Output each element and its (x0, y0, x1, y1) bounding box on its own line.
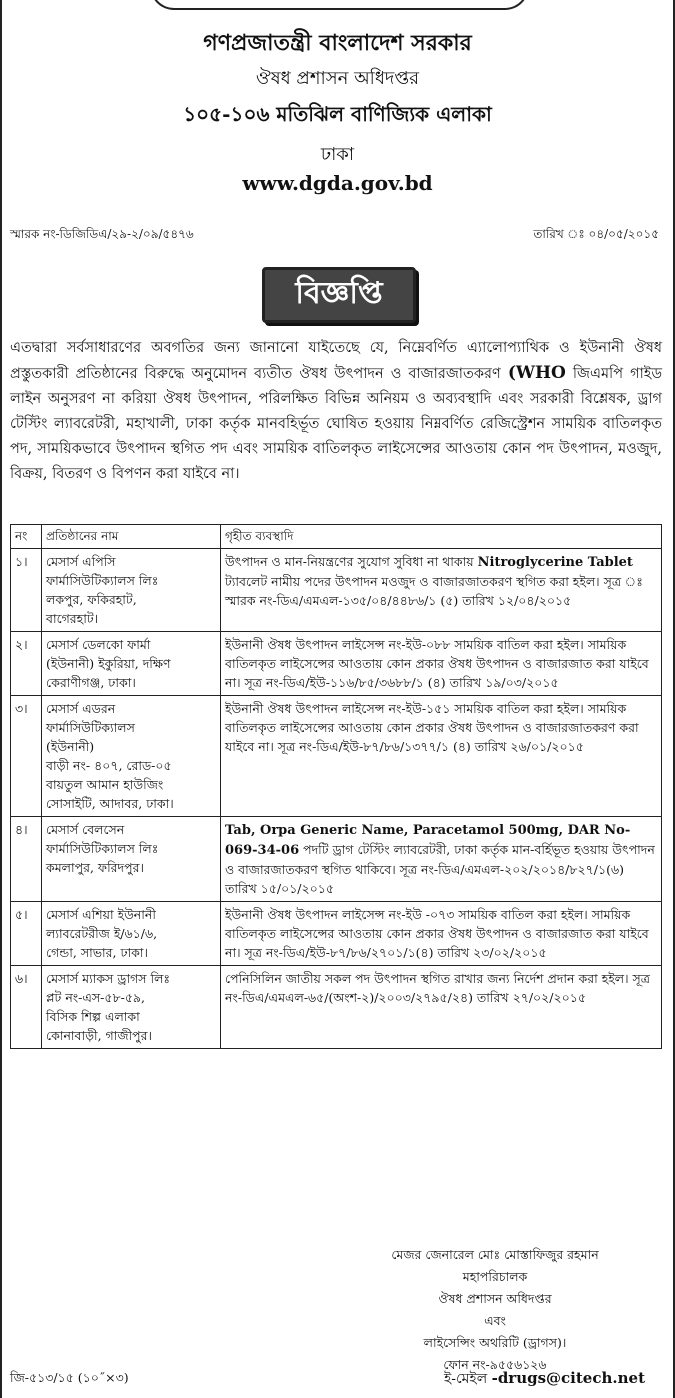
intro-part-a: এতদ্বারা সর্বসাধারণের অবগতির জন্য জানানো যাইতেছে যে, নিম্নেবর্ণিত এ্যালোপ্যাথিক ও ইউনানী ঔষধ প্রস্তুতকারী প্রতিষ্ঠানের বিরুদ্ধে অনুমোদন ব্যতীত ঔষধ উৎপাদন ও বাজারজাতকরণ (10, 340, 662, 382)
action-post: ইউনানী ঔষধ উৎপাদন লাইসেন্স নং-ইউ-১৫১ সাময়িক বাতিল করা হইল। সাময়িক বাতিলকৃত লাইসেন্সের আওতায় কোন প্রকার ঔষধ উৎপাদন ও বাজারজাতকরণ করা যাইবে না। সূত্র নং-ডিএ/ইউ-৮৭/৮৬/১৩৭৭/১ (৪) তারিখ ২৬/০১/২০১৫ (225, 701, 639, 754)
signatory-phone: ফোন নং-৯৫৫৬১২৬ (443, 1357, 547, 1372)
action-post: পদটি ড্রাগ টেস্টিং ল্যাবরেটরী, ঢাকা কর্তৃক মান-বর্হিভূত হওয়ায় উৎপাদন ও বাজারজাতকরণ স্থগিত থাকিবে। সূত্র নং-ডিএ/এমএল-২০২/২০১৪/৮২৭/১(৬) তারিখ ১৫/০১/২০১৫ (225, 842, 655, 896)
email-label: ই-মেইল (443, 1371, 492, 1387)
signatory-authority: লাইসেন্সিং অথরিটি (ড্রাগস)। (423, 1335, 567, 1350)
table-row (11, 696, 662, 817)
website-link[interactable]: www.dgda.gov.bd (242, 171, 433, 195)
table-row (11, 817, 662, 902)
company-line: বাগেরহাট। (46, 611, 99, 626)
intro-who: (WHO (507, 363, 566, 383)
company-line: বাড়ী নং- ৪০৭, রোড-০৫ (46, 758, 172, 773)
company-line: সোসাইটি, আদাবর, ঢাকা। (46, 796, 174, 811)
company-line: মেসার্স এশিয়া ইউনানী (46, 907, 156, 922)
row-action (221, 549, 662, 632)
row-company (42, 817, 221, 902)
company-line: মেসার্স ম্যাকস ড্রাগস লিঃ (46, 971, 171, 986)
company-line: মেসার্স ডেলকো ফার্মা (46, 637, 151, 652)
row-action (221, 696, 662, 817)
action-pre: উৎপাদন ও মান-নিয়ন্ত্রণের সুযোগ সুবিধা না থাকায় (225, 554, 478, 569)
header-action: গৃহীত ব্যবস্থাদি (221, 525, 662, 549)
memo-number: স্মারক নং-ডিজিডিএ/২৯-২/০৯/৫৪৭৬ (10, 227, 194, 241)
company-line: বিসিক শিল্প এলাকা (46, 1009, 140, 1024)
top-ornament (150, 0, 529, 10)
row-company (42, 632, 221, 696)
company-line: (ইউনানী) (46, 739, 95, 754)
signatory-department: ঔষধ প্রশাসন অধিদপ্তর (438, 1291, 552, 1306)
company-line: কেরাণীগঞ্জ, ঢাকা। (46, 675, 136, 690)
company-line: মেসার্স এডরন (46, 701, 116, 716)
row-number: ৬। (11, 966, 42, 1049)
company-line: কোনাবাড়ী, গাজীপুর। (46, 1028, 152, 1043)
company-line: কমলাপুর, ফরিদপুর। (46, 860, 144, 875)
row-company (42, 902, 221, 966)
email-line (444, 1367, 645, 1391)
footer-code: জি-৫১৩/১৫ (১০˝×৩) (10, 1370, 129, 1385)
department-name: ঔষধ প্রশাসন অধিদপ্তর (255, 68, 420, 89)
company-line: ফার্মাসিউটিক্যালস লিঃ (46, 841, 159, 856)
table-row (11, 632, 662, 696)
signatory-title: মহাপরিচালক (462, 1269, 528, 1284)
table-row (11, 966, 662, 1049)
row-action (221, 817, 662, 902)
office-address: ১০৫-১০৬ মতিঝিল বাণিজ্যিক এলাকা (183, 102, 492, 126)
row-company (42, 696, 221, 817)
row-number: ৫। (11, 902, 42, 966)
row-number: ৪। (11, 817, 42, 902)
row-number: ১। (11, 549, 42, 632)
table-row (11, 902, 662, 966)
intro-part-b: জিএমপি গাইড লাইন অনুসরণ না করিয়া ঔষধ উৎপাদন, পরিলক্ষিত বিভিন্ন অনিয়ম ও অব্যবস্থাদি এবং সরকারী বিশ্লেষক, ড্রাগ টেস্টিং ল্যাবরেটরী, মহাখালী, ঢাকা কর্তৃক মানবহির্ভূত ঘোষিত হওয়ায় নিম্নবর্ণিত রেজিস্ট্রেশন সাময়িক বাতিলকৃত পদ, সাময়িকভাবে উৎপাদন স্থগিত পদ এবং সাময়িক বাতিলকৃত লাইসেন্সের আওতায় কোন পদ উৎপাদন, মওজুদ, বিক্রয়, বিতরণ ও বিপণন করা যাইবে না। (10, 366, 663, 482)
notice-date: তারিখ ঃ ০৪/০৫/২০১৫ (533, 227, 659, 241)
company-line: (ইউনানী) ইকুরিয়া, দক্ষিণ (46, 656, 171, 671)
action-bold: Nitroglycerine Tablet (477, 555, 633, 570)
action-post: পেনিসিলিন জাতীয় সকল পদ উৎপাদন স্থগিত রাখার জন্য নির্দেশ প্রদান করা হইল। সূত্র নং-ডিএ/এমএল-৬৫/(অংশ-২)/২০০৩/২৭৯৫/২৪) তারিখ ২৭/০২/২০১৫ (225, 971, 650, 1005)
actions-table (10, 524, 662, 1049)
header-no: নং (11, 525, 42, 549)
company-line: ফার্মাসিউটিক্যালস লিঃ (46, 573, 159, 588)
table-row (11, 549, 662, 632)
company-line: প্লট নং-এস-৫৮-৫৯, (46, 990, 146, 1005)
company-line: মেসার্স বেলসেন (46, 822, 125, 837)
action-post: ট্যাবলেট নামীয় পদের উৎপাদন মওজুদ ও বাজারজাতকরণ স্থগিত করা হইল। সূত্র ঃ স্মারক নং-ডিএ/এমএল-১৩৫/০৪/৪৪৮৬/১ (৫) তারিখ ১২/০৪/২০১৫ (225, 574, 643, 608)
office-city: ঢাকা (320, 144, 355, 165)
notice-heading: বিজ্ঞপ্তি (262, 267, 416, 323)
signatory-name: মেজর জেনারেল মোঃ মোস্তাফিজুর রহমান (391, 1247, 599, 1262)
row-company (42, 966, 221, 1049)
row-action (221, 632, 662, 696)
company-line: মেসার্স এপিসি (46, 554, 116, 569)
government-title: গণপ্রজাতন্ত্রী বাংলাদেশ সরকার (203, 30, 472, 56)
row-number: ২। (11, 632, 42, 696)
row-company (42, 549, 221, 632)
company-line: ল্যাবরেটরীজ ই/৬১/৬, (46, 926, 158, 941)
table-header-row (11, 525, 662, 549)
company-line: গেন্ডা, সাভার, ঢাকা। (46, 945, 148, 960)
email-address[interactable]: -drugs@citech.net (491, 1369, 645, 1387)
action-post: ইউনানী ঔষধ উৎপাদন লাইসেন্স নং-ইউ-০৮৮ সাময়িক বাতিল করা হইল। সাময়িক বাতিলকৃত লাইসেন্সের আওতায় কোন প্রকার ঔষধ উৎপাদন ও বাজারজাত করা যাইবে না। সূত্র নং-ডিএ/ইউ-১১৬/৮৫/৩৬৮৮/১ (৪) তারিখ ১৯/০৩/২০১৫ (225, 637, 649, 690)
header-name: প্রতিষ্ঠানের নাম (42, 525, 221, 549)
action-bold: Tab, Orpa Generic Name, Paracetamol 500mg, DAR No-069-34-06 (225, 823, 631, 858)
row-action (221, 966, 662, 1049)
row-action (221, 902, 662, 966)
notice-body (10, 336, 662, 487)
signature-block (345, 1244, 645, 1376)
company-line: ফার্মাসিউটিক্যালস (46, 720, 135, 735)
company-line: লকপুর, ফকিরহাট, (46, 592, 137, 607)
action-post: ইউনানী ঔষধ উৎপাদন লাইসেন্স নং-ইউ -০৭৩ সাময়িক বাতিল করা হইল। সাময়িক বাতিলকৃত লাইসেন্সের আওতায় কোন প্রকার ঔষধ উৎপাদন ও বাজারজাত করা যাইবে না। সূত্র নং-ডিএ/ইউ-৮৭/৮৬/২৭০১/১(৪) তারিখ ২৩/০২/২০১৫ (225, 907, 649, 960)
signatory-and: এবং (484, 1313, 506, 1328)
company-line: বায়তুল আমান হাউজিং (46, 777, 164, 792)
row-number: ৩। (11, 696, 42, 817)
